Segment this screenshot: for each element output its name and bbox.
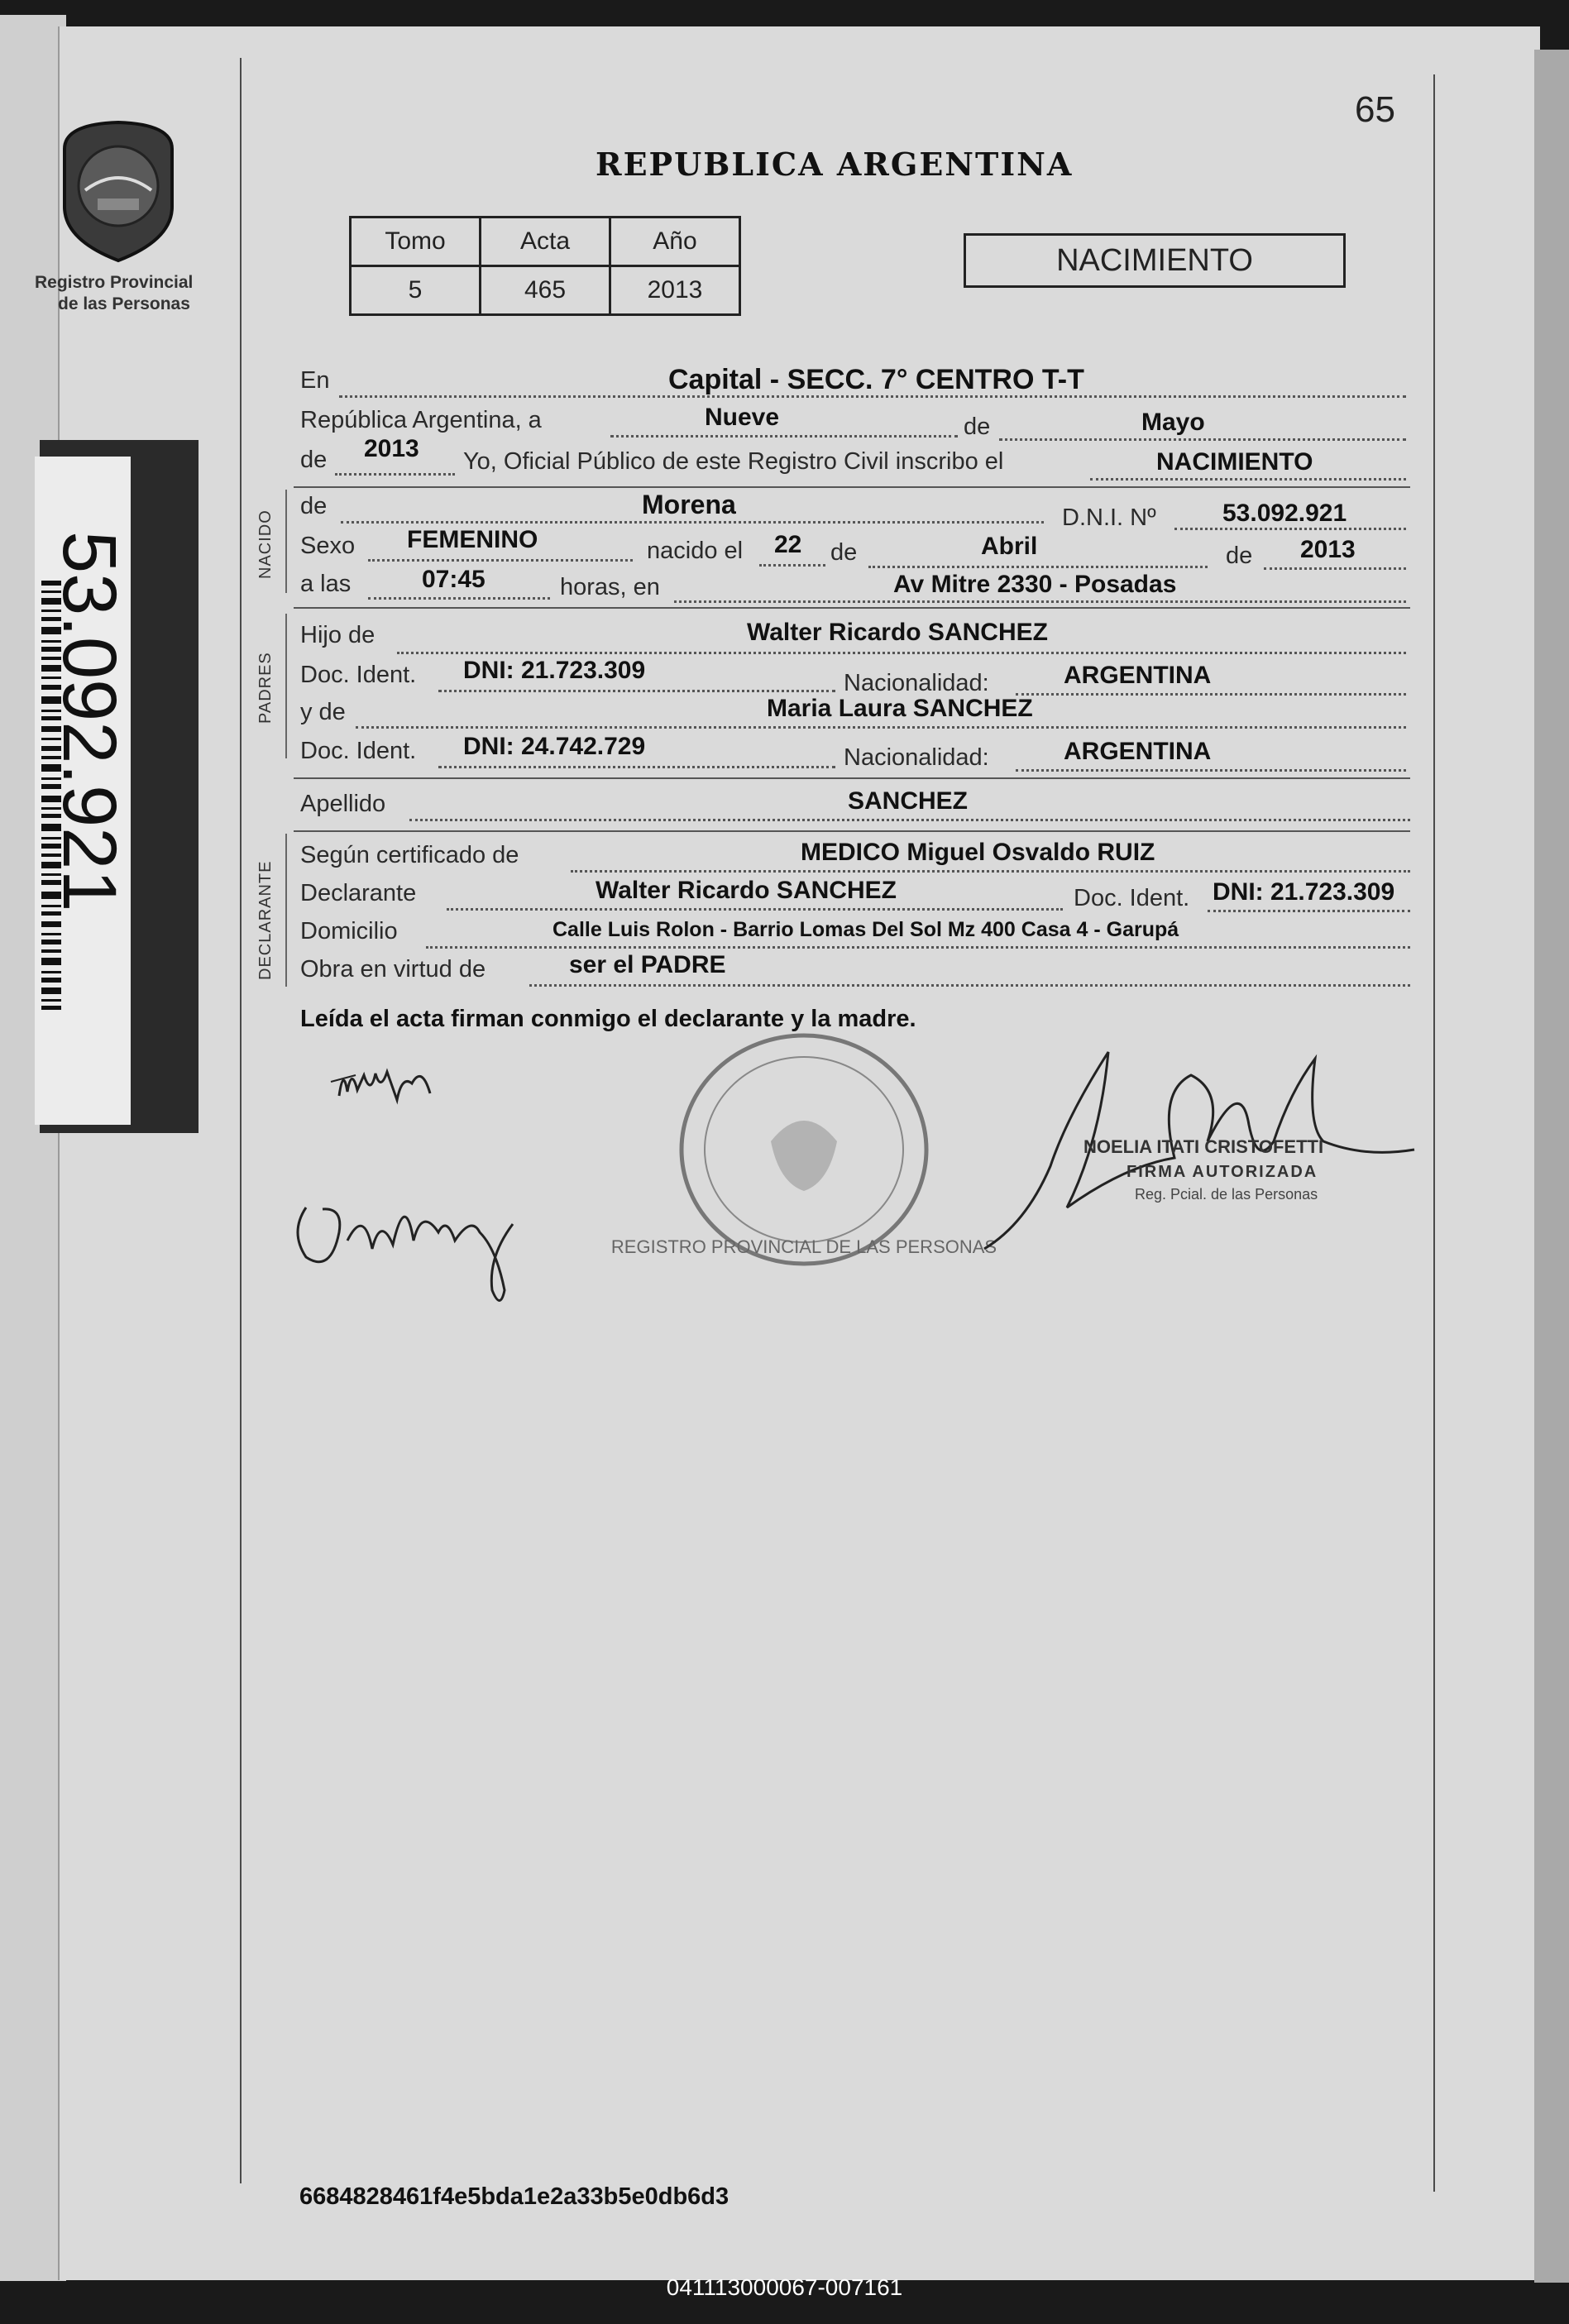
value-apellido: SANCHEZ: [848, 787, 969, 815]
declarante-bracket: [285, 834, 287, 987]
barcode-paper: [35, 457, 131, 1125]
signature-declarant: [281, 1158, 562, 1315]
dots-certificado: [571, 870, 1410, 873]
provincial-emblem-icon: [48, 116, 189, 265]
ref-header-acta: Acta: [481, 218, 610, 266]
separator-3: [294, 777, 1410, 779]
separator-2: [294, 607, 1410, 609]
label-nac2: Nacionalidad:: [844, 744, 989, 771]
right-margin-rule: [1433, 74, 1435, 2192]
value-declarante-doc: DNI: 21.723.309: [1213, 878, 1395, 906]
value-padre-nac: ARGENTINA: [1064, 662, 1212, 689]
dots-lugar-nac: [674, 600, 1406, 603]
seal-text: REGISTRO PROVINCIAL DE LAS PERSONAS: [610, 1236, 997, 1257]
label-horas: horas, en: [560, 574, 660, 600]
value-anio: 2013: [364, 435, 419, 462]
value-madre-doc: DNI: 24.742.729: [463, 733, 646, 760]
value-mes: Mayo: [1141, 409, 1205, 436]
dots-mes-nac: [868, 566, 1208, 568]
value-hora: 07:45: [422, 566, 486, 593]
label-de-mes: de: [964, 414, 991, 440]
dots-declarante: [447, 908, 1063, 911]
dots-obra: [529, 984, 1410, 987]
barcode-number: 53.092.921: [47, 531, 132, 912]
separator-1: [294, 486, 1410, 488]
label-de-nombre: de: [300, 493, 328, 519]
official-seal: [610, 1026, 997, 1274]
dots-dia: [610, 435, 958, 438]
left-margin-rule: [240, 58, 242, 2183]
ref-value-acta: 465: [481, 266, 610, 315]
label-de-dia: de: [830, 539, 858, 566]
facing-page-edge: [0, 15, 66, 2281]
label-segun: Según certificado de: [300, 842, 519, 868]
registry-caption-1: Registro Provincial: [35, 273, 194, 292]
label-de-anio2: de: [1226, 543, 1253, 569]
value-madre-nac: ARGENTINA: [1064, 738, 1212, 765]
dots-dia-nac: [759, 564, 825, 567]
value-declarante: Walter Ricardo SANCHEZ: [596, 877, 897, 904]
dots-declarante-doc: [1208, 910, 1410, 912]
label-apellido: Apellido: [300, 791, 386, 817]
dots-madre: [356, 726, 1406, 729]
ref-value-tomo: 5: [351, 266, 481, 315]
dots-madre-nac: [1016, 769, 1406, 772]
label-doc3: Doc. Ident.: [1074, 885, 1190, 911]
dots-madre-doc: [438, 766, 835, 768]
official-office: Reg. Pcial. de las Personas: [1135, 1186, 1318, 1203]
value-padre: Walter Ricardo SANCHEZ: [747, 619, 1048, 646]
value-certificado: MEDICO Miguel Osvaldo RUIZ: [801, 839, 1155, 866]
registry-logo: [48, 116, 189, 265]
separator-4: [294, 830, 1410, 832]
scan-id: 041113000067-007161: [666, 2274, 903, 2300]
value-anio-nac: 2013: [1300, 536, 1356, 563]
value-obra: ser el PADRE: [569, 951, 726, 978]
label-yo: Yo, Oficial Público de este Registro Civil inscribo el: [463, 448, 1004, 475]
value-inscripcion: NACIMIENTO: [1156, 448, 1313, 476]
dots-padre: [397, 652, 1406, 654]
dots-mes: [999, 438, 1406, 441]
document-title: REPUBLICA ARGENTINA: [596, 146, 1074, 183]
section-label-declarante: DECLARANTE: [256, 860, 275, 980]
page-number: 65: [1355, 89, 1395, 130]
value-domicilio: Calle Luis Rolon - Barrio Lomas Del Sol Mz 400 Casa 4 - Garupá: [552, 918, 1179, 941]
label-a-las: a las: [300, 571, 352, 597]
value-lugar: Capital - SECC. 7° CENTRO T-T: [668, 364, 1084, 395]
verification-hash: 6684828461f4e5bda1e2a33b5e0db6d3: [299, 2183, 729, 2210]
label-nac1: Nacionalidad:: [844, 670, 989, 696]
label-doc1: Doc. Ident.: [300, 662, 417, 688]
value-sexo: FEMENINO: [407, 526, 538, 553]
dots-anio-nac: [1264, 567, 1406, 570]
dots-anio: [335, 473, 455, 476]
label-sexo: Sexo: [300, 533, 356, 559]
value-dia-texto: Nueve: [705, 404, 780, 431]
signature-mother: [323, 1050, 471, 1117]
registry-caption-2: de las Personas: [58, 294, 190, 313]
label-en: En: [300, 367, 330, 394]
value-madre: Maria Laura SANCHEZ: [767, 695, 1033, 722]
label-declarante: Declarante: [300, 880, 417, 906]
reference-table: [349, 216, 741, 316]
value-dia-nac: 22: [774, 531, 802, 558]
dots-domicilio: [426, 946, 1410, 949]
label-domicilio: Domicilio: [300, 918, 398, 944]
section-label-padres: PADRES: [256, 652, 275, 724]
label-y-de: y de: [300, 699, 346, 725]
label-hijo: Hijo de: [300, 622, 376, 648]
padres-bracket: [285, 614, 287, 758]
dots-hora: [368, 597, 550, 600]
value-lugar-nac: Av Mitre 2330 - Posadas: [893, 571, 1177, 598]
value-padre-doc: DNI: 21.723.309: [463, 657, 646, 684]
label-dni: D.N.I. Nº: [1062, 504, 1156, 531]
section-label-nacido: NACIDO: [256, 509, 275, 579]
dots-dni: [1174, 528, 1406, 530]
label-doc2: Doc. Ident.: [300, 738, 417, 764]
dots-inscripcion: [1090, 478, 1406, 481]
dots-nombre: [341, 521, 1044, 524]
page-stack-edge: [1534, 50, 1569, 2283]
label-republica: República Argentina, a: [300, 407, 542, 433]
record-type-box: NACIMIENTO: [964, 233, 1346, 288]
ref-header-tomo: Tomo: [351, 218, 481, 266]
value-dni: 53.092.921: [1222, 500, 1347, 527]
dots-apellido: [409, 819, 1410, 821]
official-name: NOELIA ITATI CRISTOFETTI: [1083, 1136, 1324, 1157]
label-obra: Obra en virtud de: [300, 956, 486, 983]
value-nombre: Morena: [642, 490, 736, 519]
official-title: FIRMA AUTORIZADA: [1127, 1163, 1318, 1181]
ref-value-anio: 2013: [610, 266, 740, 315]
label-de-anio: de: [300, 447, 328, 473]
closing-statement: Leída el acta firman conmigo el declarante y la madre.: [300, 1006, 916, 1032]
dots-padre-nac: [1016, 693, 1406, 696]
nacido-bracket: [285, 490, 287, 593]
dots-padre-doc: [438, 690, 835, 692]
value-mes-nac: Abril: [981, 533, 1038, 560]
label-nacido: nacido el: [647, 538, 744, 564]
dots-sexo: [368, 559, 633, 562]
ref-header-anio: Año: [610, 218, 740, 266]
